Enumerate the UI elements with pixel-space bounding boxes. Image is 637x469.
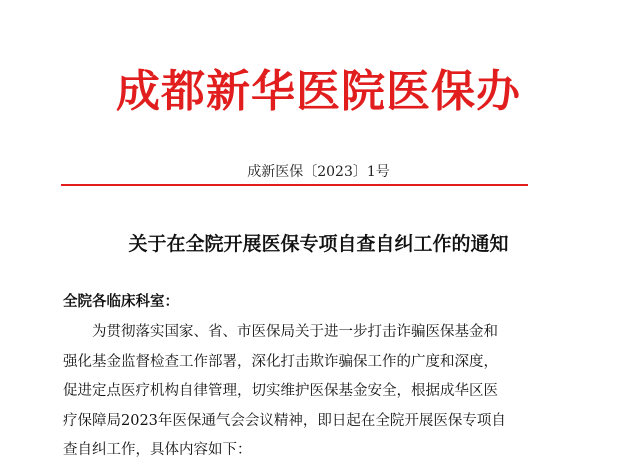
body-line: 强化基金监督检查工作部署，深化打击欺诈骗保工作的广度和深度， <box>63 353 498 370</box>
body-paragraph <box>63 318 578 466</box>
body-line: 为贯彻落实国家、省、市医保局关于进一步打击诈骗医保基金和 <box>92 324 498 340</box>
salutation: 全院各临床科室： <box>63 293 179 310</box>
org-header: 成都新华医院医保办 <box>116 66 521 117</box>
body-line: 疗保障局2023年医保通气会会议精神，即日起在全院开展医保专项自 <box>63 412 506 429</box>
red-divider-line <box>61 184 528 186</box>
document-title: 关于在全院开展医保专项自查自纠工作的通知 <box>128 233 509 255</box>
body-line: 查自纠工作，具体内容如下： <box>63 442 252 459</box>
body-line: 促进定点医疗机构自律管理，切实维护医保基金安全，根据成华区医 <box>63 383 498 400</box>
document-number: 成新医保〔2023〕1号 <box>247 164 390 180</box>
